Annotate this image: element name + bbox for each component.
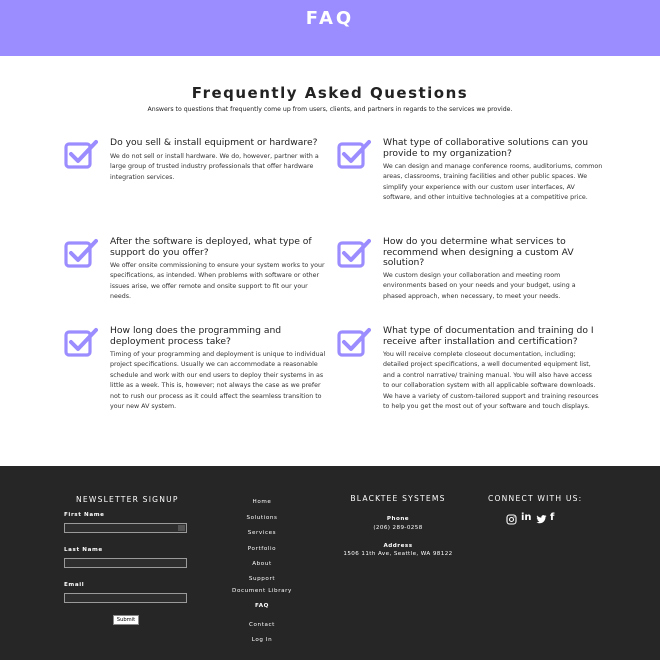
linkedin-icon[interactable]: in — [521, 512, 532, 523]
autofill-icon[interactable] — [178, 525, 185, 531]
faq-question: Do you sell & install equipment or hardware? — [110, 137, 318, 148]
address-text: 1506 11th Ave, Seattle, WA 98122 — [343, 551, 453, 557]
footer-link-portfolio[interactable]: Portfolio — [247, 546, 277, 552]
email-field[interactable] — [64, 593, 187, 603]
faq-answer: We can design and manage conference rooms, auditoriums, common areas, classrooms, training facilities and other public spaces. We simplify your experience with our custom user interfaces, AV software, and other intuitive technologies at a competitive price. — [383, 163, 603, 202]
phone-label: Phone — [386, 516, 410, 522]
submit-button[interactable]: Submit — [113, 615, 139, 625]
footer-link-home[interactable]: Home — [252, 499, 272, 505]
faq-answer: We offer onsite commissioning to ensure your system works to your specifications, as intended. When problems with software or other issues arise, we offer remote and onsite support to fit our your needs. — [110, 262, 325, 301]
email-label: Email — [64, 582, 85, 588]
facebook-icon[interactable]: f — [550, 512, 555, 523]
footer-link-support[interactable]: Support — [248, 576, 276, 582]
faq-question: How long does the programming and deployment process take? — [110, 325, 282, 347]
last-name-field[interactable] — [64, 558, 187, 568]
twitter-icon[interactable] — [536, 514, 547, 525]
checkbox-check-icon — [337, 139, 371, 169]
faq-answer: You will receive complete closeout documentation, including; detailed project specifications, a well documented equipment list, and a control narrative/ training manual. You will also have access to our collaboration system with all applicable software downloads. We have a variety of custom-tailored support and training resources to help you get the most out of your software and touch displays. — [383, 351, 599, 411]
connect-heading: CONNECT WITH US: — [488, 494, 583, 503]
faq-answer: We custom design your collaboration and meeting room environments based on your needs and your budget, using a phased approach, when necessary, to meet your needs. — [383, 272, 576, 300]
section-subtitle: Answers to questions that frequently come up from users, clients, and partners in regards to the services we provide. — [147, 106, 513, 113]
footer-link-solutions[interactable]: Solutions — [246, 515, 278, 521]
footer-link-about[interactable]: About — [252, 561, 272, 567]
last-name-label: Last Name — [64, 547, 103, 553]
phone-link[interactable]: (206) 289-0258 — [373, 525, 423, 531]
faq-answer: Timing of your programming and deployment is unique to individual project specifications. Usually we can accommodate a reasonable schedule and work with our end users to deploy their systems in as little as a week. This is, however; not always the case as we prefer not to rush our process as it could affect the seamless transition to your new AV system. — [110, 351, 326, 411]
faq-question: What type of documentation and training do I receive after installation and certification? — [383, 325, 594, 347]
newsletter-heading: NEWSLETTER SIGNUP — [76, 495, 179, 504]
checkbox-check-icon — [64, 327, 98, 357]
section-title: Frequently Asked Questions — [191, 84, 469, 102]
address-label: Address — [383, 543, 413, 549]
footer-link-faq[interactable]: FAQ — [254, 603, 270, 609]
footer-link-services[interactable]: Services — [247, 530, 277, 536]
checkbox-check-icon — [337, 238, 371, 268]
footer-link-log-in[interactable]: Log In — [251, 637, 273, 643]
first-name-field[interactable] — [64, 523, 187, 533]
first-name-label: First Name — [64, 512, 105, 518]
footer-link-contact[interactable]: Contact — [249, 622, 275, 628]
company-heading: BLACKTEE SYSTEMS — [350, 494, 446, 503]
faq-question: How do you determine what services to recommend when designing a custom AV solution? — [383, 236, 574, 268]
page-banner — [0, 0, 660, 56]
faq-answer: We do not sell or install hardware. We do, however, partner with a large group of trusted industry professionals that offer hardware integration services. — [110, 153, 319, 181]
banner-title: FAQ — [305, 8, 355, 29]
footer-link-document-library[interactable]: Document Library — [232, 588, 292, 594]
checkbox-check-icon — [337, 327, 371, 357]
checkbox-check-icon — [64, 139, 98, 169]
instagram-icon[interactable] — [506, 514, 517, 525]
checkbox-check-icon — [64, 238, 98, 268]
faq-question: What type of collaborative solutions can you provide to my organization? — [383, 137, 589, 159]
faq-question: After the software is deployed, what type of support do you offer? — [110, 236, 312, 258]
